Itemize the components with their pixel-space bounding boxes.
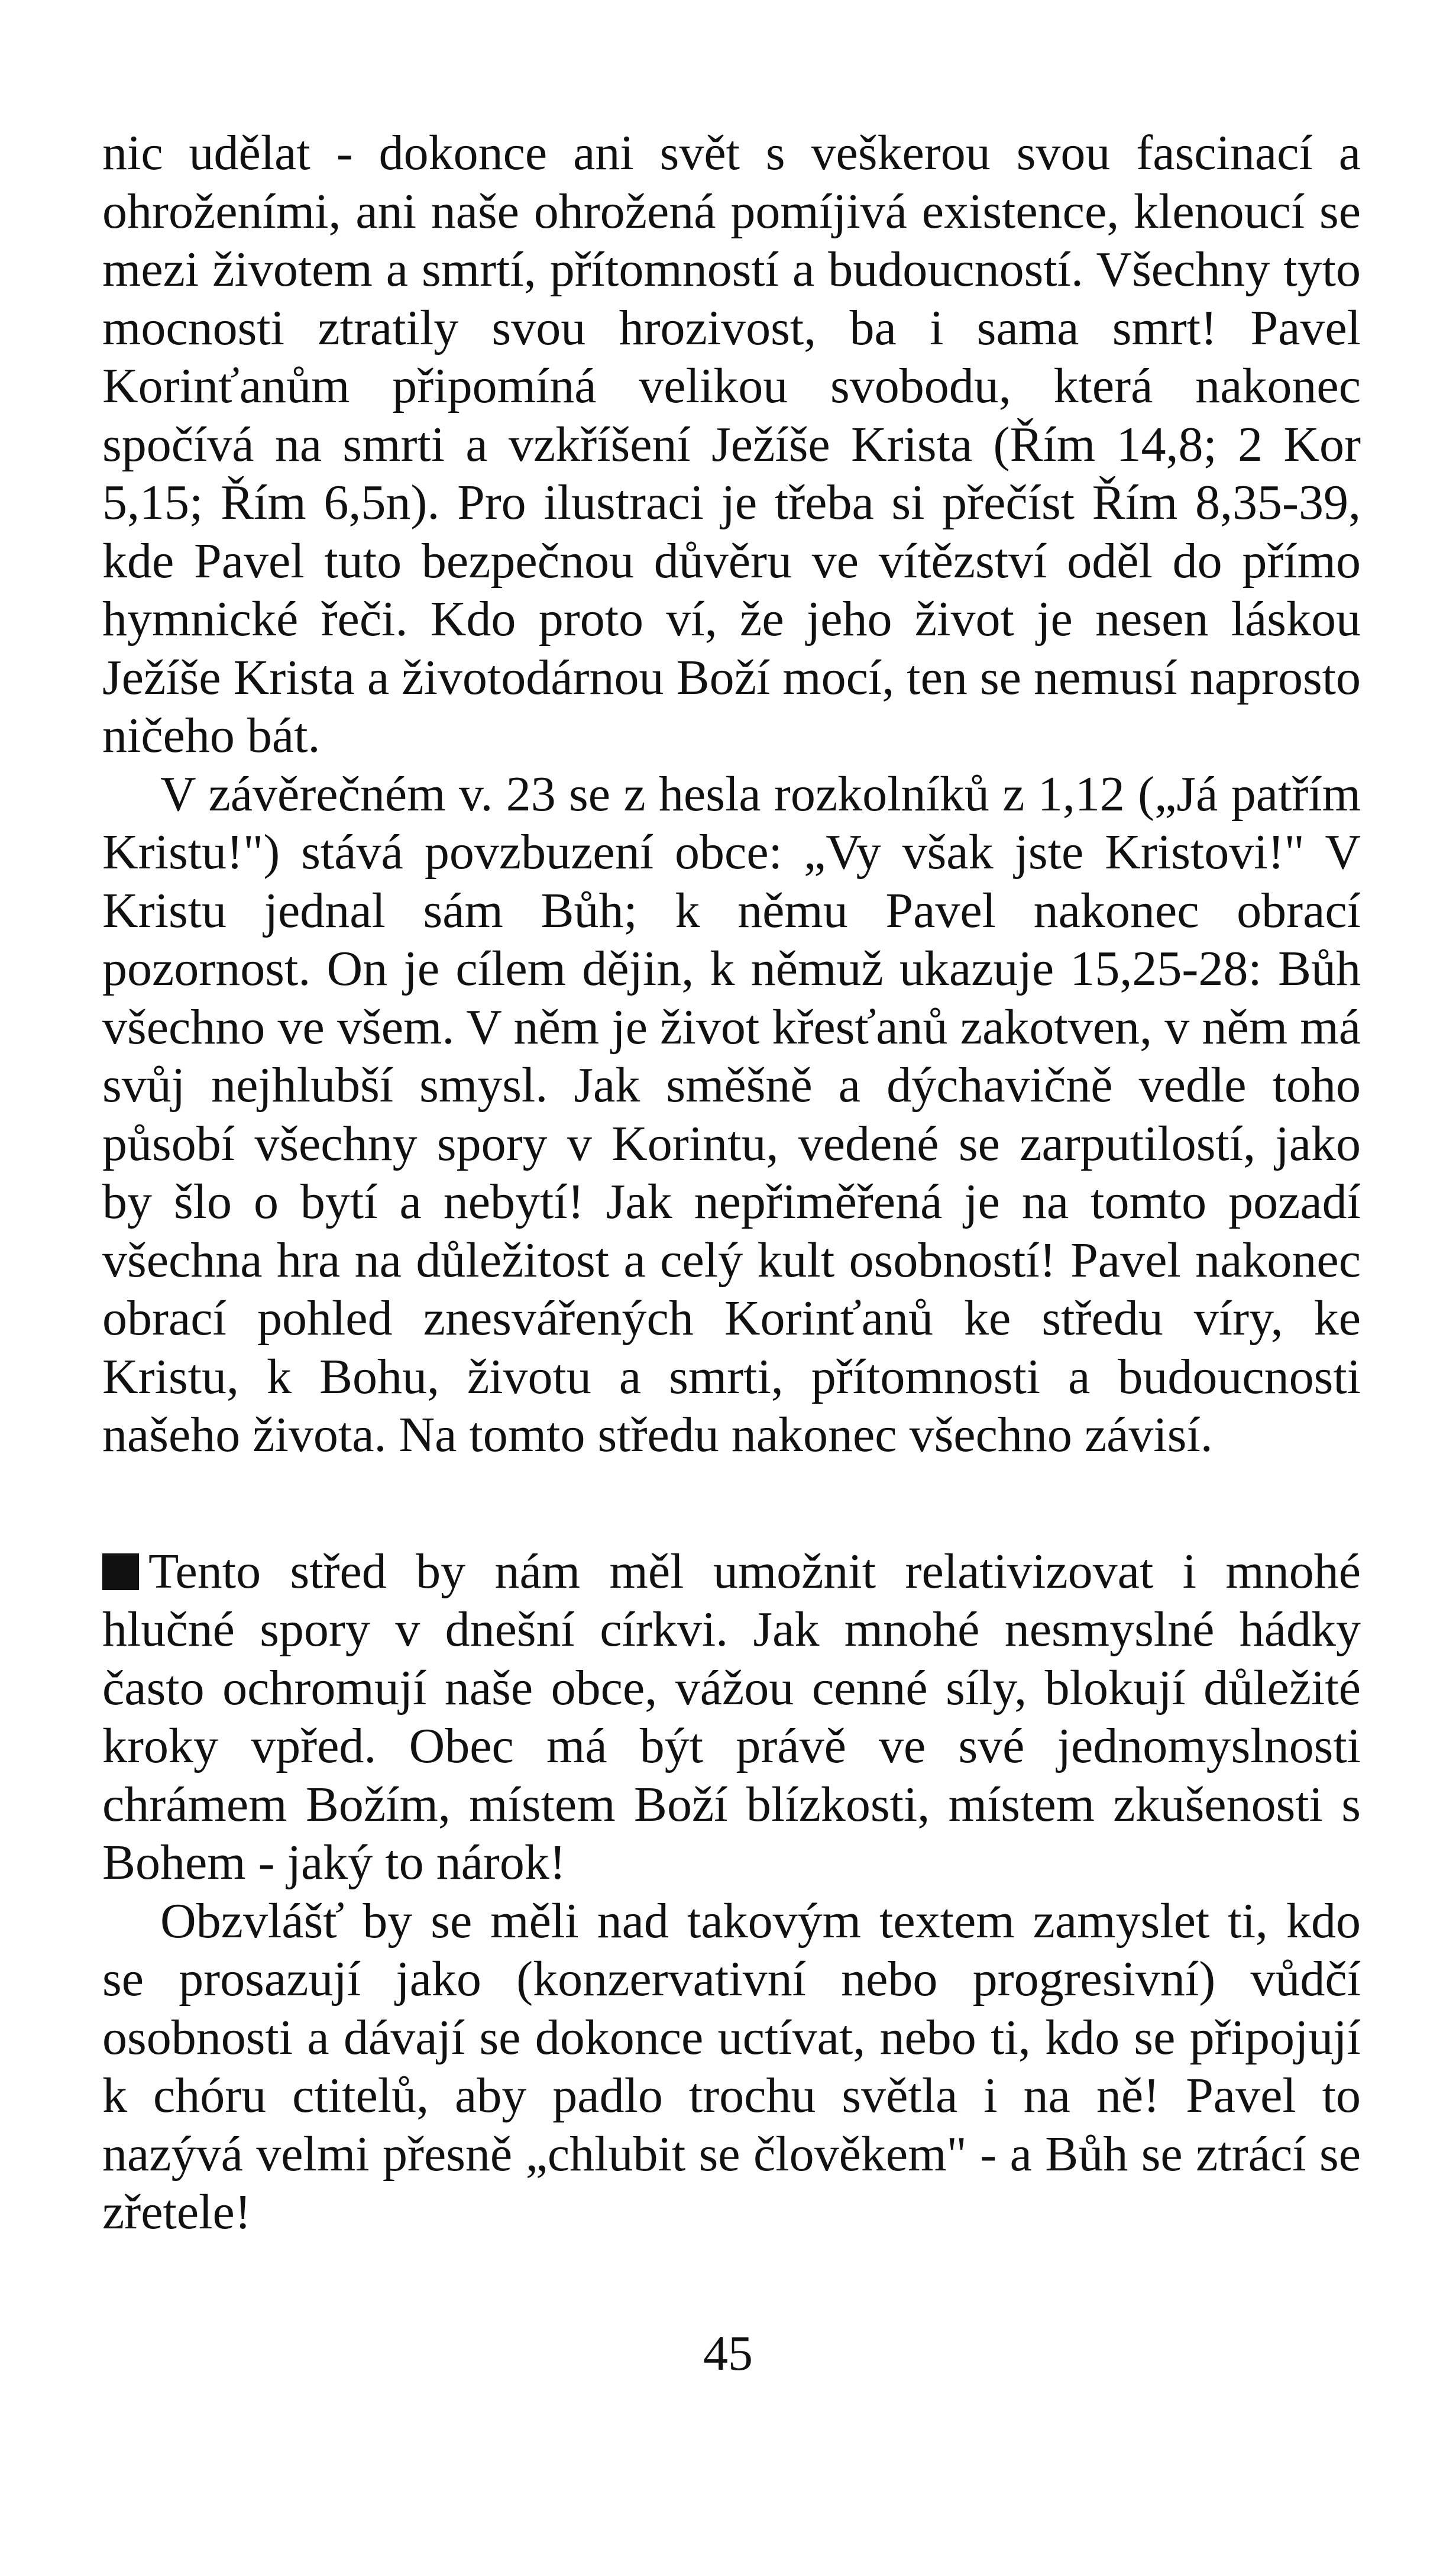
- paragraph-2: V závěrečném v. 23 se z hesla rozkolníků z 1,12 („Já patřím Kristu!") stává povzbuzení obce: „Vy však jste Kristovi!" V Kristu jednal sám Bůh; k němu Pavel nakonec obrací pozornost. On je cílem dějin, k němuž ukazuje 15,25-28: Bůh všechno ve všem. V něm je život křesťanů zakotven, v něm má svůj nejhlubší smysl. Jak směšně a dýchavičně vedle toho působí všechny spory v Korintu, vedené se zarputilostí, jako by šlo o bytí a nebytí! Jak nepřiměřená je na tomto pozadí všechna hra na důležitost a celý kult osobností! Pavel nakonec obrací pohled znesvářených Korinťanů ke středu víry, ke Kristu, k Bohu, životu a smrti, přítomnosti a budoucnosti našeho života. Na tomto středu nakonec všechno závisí.: [102, 766, 1361, 1462]
- paragraph-3: [102, 1543, 1361, 1892]
- paragraph-4: Obzvlášť by se měli nad takovým textem zamyslet ti, kdo se prosazují jako (konzervativní nebo progresivní) vůdčí osobnosti a dávají se dokonce uctívat, nebo ti, kdo se připojují k chóru ctitelů, aby padlo trochu světla i na ně! Pavel to nazývá velmi přesně „chlubit se člověkem" - a Bůh se ztrácí se zřetele!: [102, 1893, 1361, 2240]
- black-square-icon: [102, 1553, 139, 1590]
- paragraph-3-text: Tento střed by nám měl umožnit relativizovat i mnohé hlučné spory v dnešní církvi. Jak mnohé nesmyslné hádky často ochromují naše obce, vážou cenné síly, blokují důležité kroky vpřed. Obec má být právě ve své jednomyslnosti chrámem Božím, místem Boží blízkosti, místem zkušenosti s Bohem - jaký to nárok!: [102, 1543, 1361, 1890]
- page-text: [102, 124, 1361, 2242]
- paragraph-1: nic udělat - dokonce ani svět s veškerou svou fascinací a ohroženími, ani naše ohrožená pomíjivá existence, klenoucí se mezi životem a smrtí, přítomností a budoucností. Všechny tyto mocnosti ztratily svou hrozivost, ba i sama smrt! Pavel Korinťanům připomíná velikou svobodu, která nakonec spočívá na smrti a vzkříšení Ježíše Krista (Řím 14,8; 2 Kor 5,15; Řím 6,5n). Pro ilustraci je třeba si přečíst Řím 8,35-39, kde Pavel tuto bezpečnou důvěru ve vítězství oděl do přímo hymnické řeči. Kdo proto ví, že jeho život je nesen láskou Ježíše Krista a životodárnou Boží mocí, ten se nemusí naprosto ničeho bát.: [102, 125, 1361, 763]
- page-number: 45: [703, 2326, 753, 2381]
